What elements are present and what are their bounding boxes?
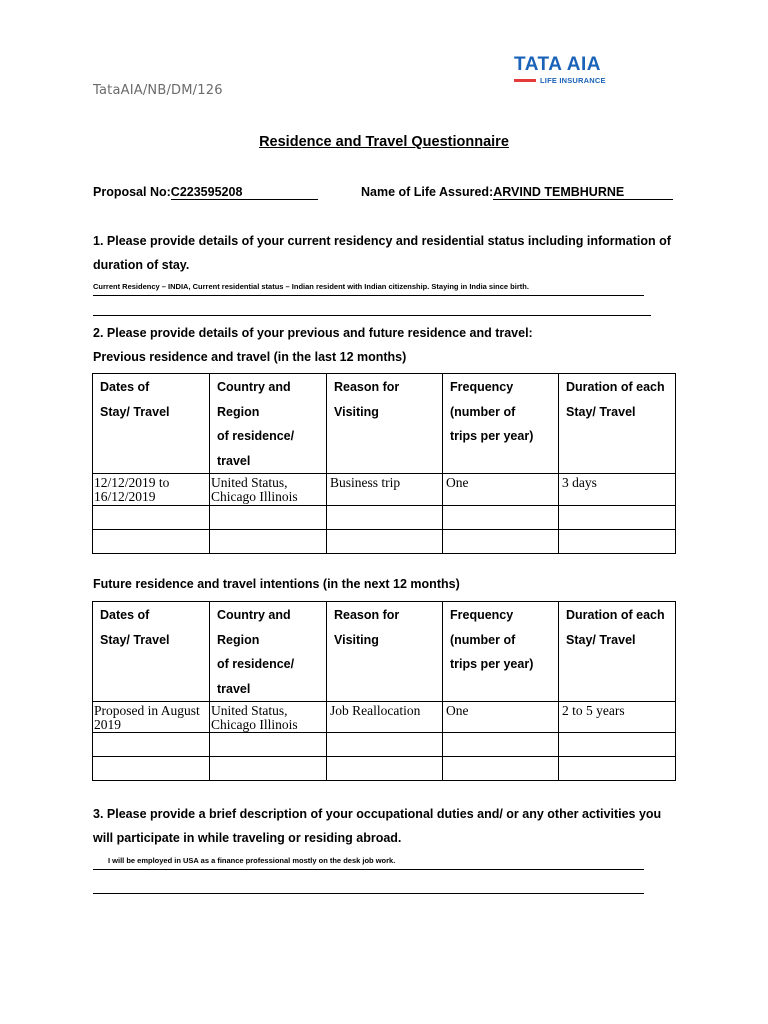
life-assured-label: Name of Life Assured:	[361, 185, 494, 199]
document-reference: TataAIA/NB/DM/126	[93, 83, 223, 98]
logo-subtitle: LIFE INSURANCE	[540, 76, 606, 85]
table-row	[93, 506, 676, 530]
cell-duration: 2 to 5 years	[559, 702, 676, 733]
cell-dates: Proposed in August 2019	[93, 702, 210, 733]
question-1-answer: Current Residency – INDIA, Current residential status – Indian resident with Indian citizenship. Staying in India since birth.	[93, 282, 529, 291]
life-assured-value: ARVIND TEMBHURNE	[493, 185, 673, 200]
header-duration: Duration of each Stay/ Travel	[559, 602, 676, 702]
header-reason: Reason for Visiting	[327, 602, 443, 702]
cell-dates: 12/12/2019 to 16/12/2019	[93, 474, 210, 506]
logo-wordmark: TATA AIA	[514, 54, 602, 75]
answer-line	[93, 315, 651, 316]
future-travel-heading: Future residence and travel intentions (in the next 12 months)	[93, 577, 460, 591]
cell-country: United Status, Chicago Illinois	[210, 474, 327, 506]
header-duration: Duration of each Stay/ Travel	[559, 374, 676, 474]
table-header-row	[93, 602, 676, 702]
header-frequency: Frequency (number of trips per year)	[443, 374, 559, 474]
answer-line	[93, 869, 644, 870]
cell-duration: 3 days	[559, 474, 676, 506]
answer-line	[93, 295, 644, 296]
tata-aia-logo	[514, 55, 638, 89]
proposal-number-label: Proposal No:	[93, 185, 171, 199]
header-dates: Dates of Stay/ Travel	[93, 602, 210, 702]
page-title	[0, 134, 768, 150]
table-header-row	[93, 374, 676, 474]
page-title-text: Residence and Travel Questionnaire	[259, 134, 509, 150]
question-3: 3. Please provide a brief description of your occupational duties and/ or any other activities you will participate in while traveling or residing abroad.	[93, 807, 662, 845]
question-2: 2. Please provide details of your previous and future residence and travel:	[93, 326, 533, 340]
header-frequency: Frequency (number of trips per year)	[443, 602, 559, 702]
table-row	[93, 474, 676, 506]
previous-travel-table	[92, 373, 676, 554]
table-row	[93, 757, 676, 781]
life-assured-row	[361, 185, 673, 200]
future-travel-table	[92, 601, 676, 781]
header-country: Country and Region of residence/ travel	[210, 602, 327, 702]
question-3-answer: I will be employed in USA as a finance professional mostly on the desk job work.	[108, 856, 396, 865]
table-row	[93, 702, 676, 733]
proposal-number-value: C223595208	[171, 185, 318, 200]
table-row	[93, 733, 676, 757]
answer-line	[93, 893, 644, 894]
header-country: Country and Region of residence/ travel	[210, 374, 327, 474]
question-1: 1. Please provide details of your current residency and residential status including information of duration of stay.	[93, 234, 671, 272]
cell-frequency: One	[443, 474, 559, 506]
proposal-number-row	[93, 185, 318, 200]
table-row	[93, 530, 676, 554]
header-dates: Dates of Stay/ Travel	[93, 374, 210, 474]
cell-country: United Status, Chicago Illinois	[210, 702, 327, 733]
logo-red-bar	[514, 79, 536, 82]
cell-reason: Business trip	[327, 474, 443, 506]
cell-frequency: One	[443, 702, 559, 733]
previous-travel-heading: Previous residence and travel (in the last 12 months)	[93, 350, 407, 364]
header-reason: Reason for Visiting	[327, 374, 443, 474]
cell-reason: Job Reallocation	[327, 702, 443, 733]
